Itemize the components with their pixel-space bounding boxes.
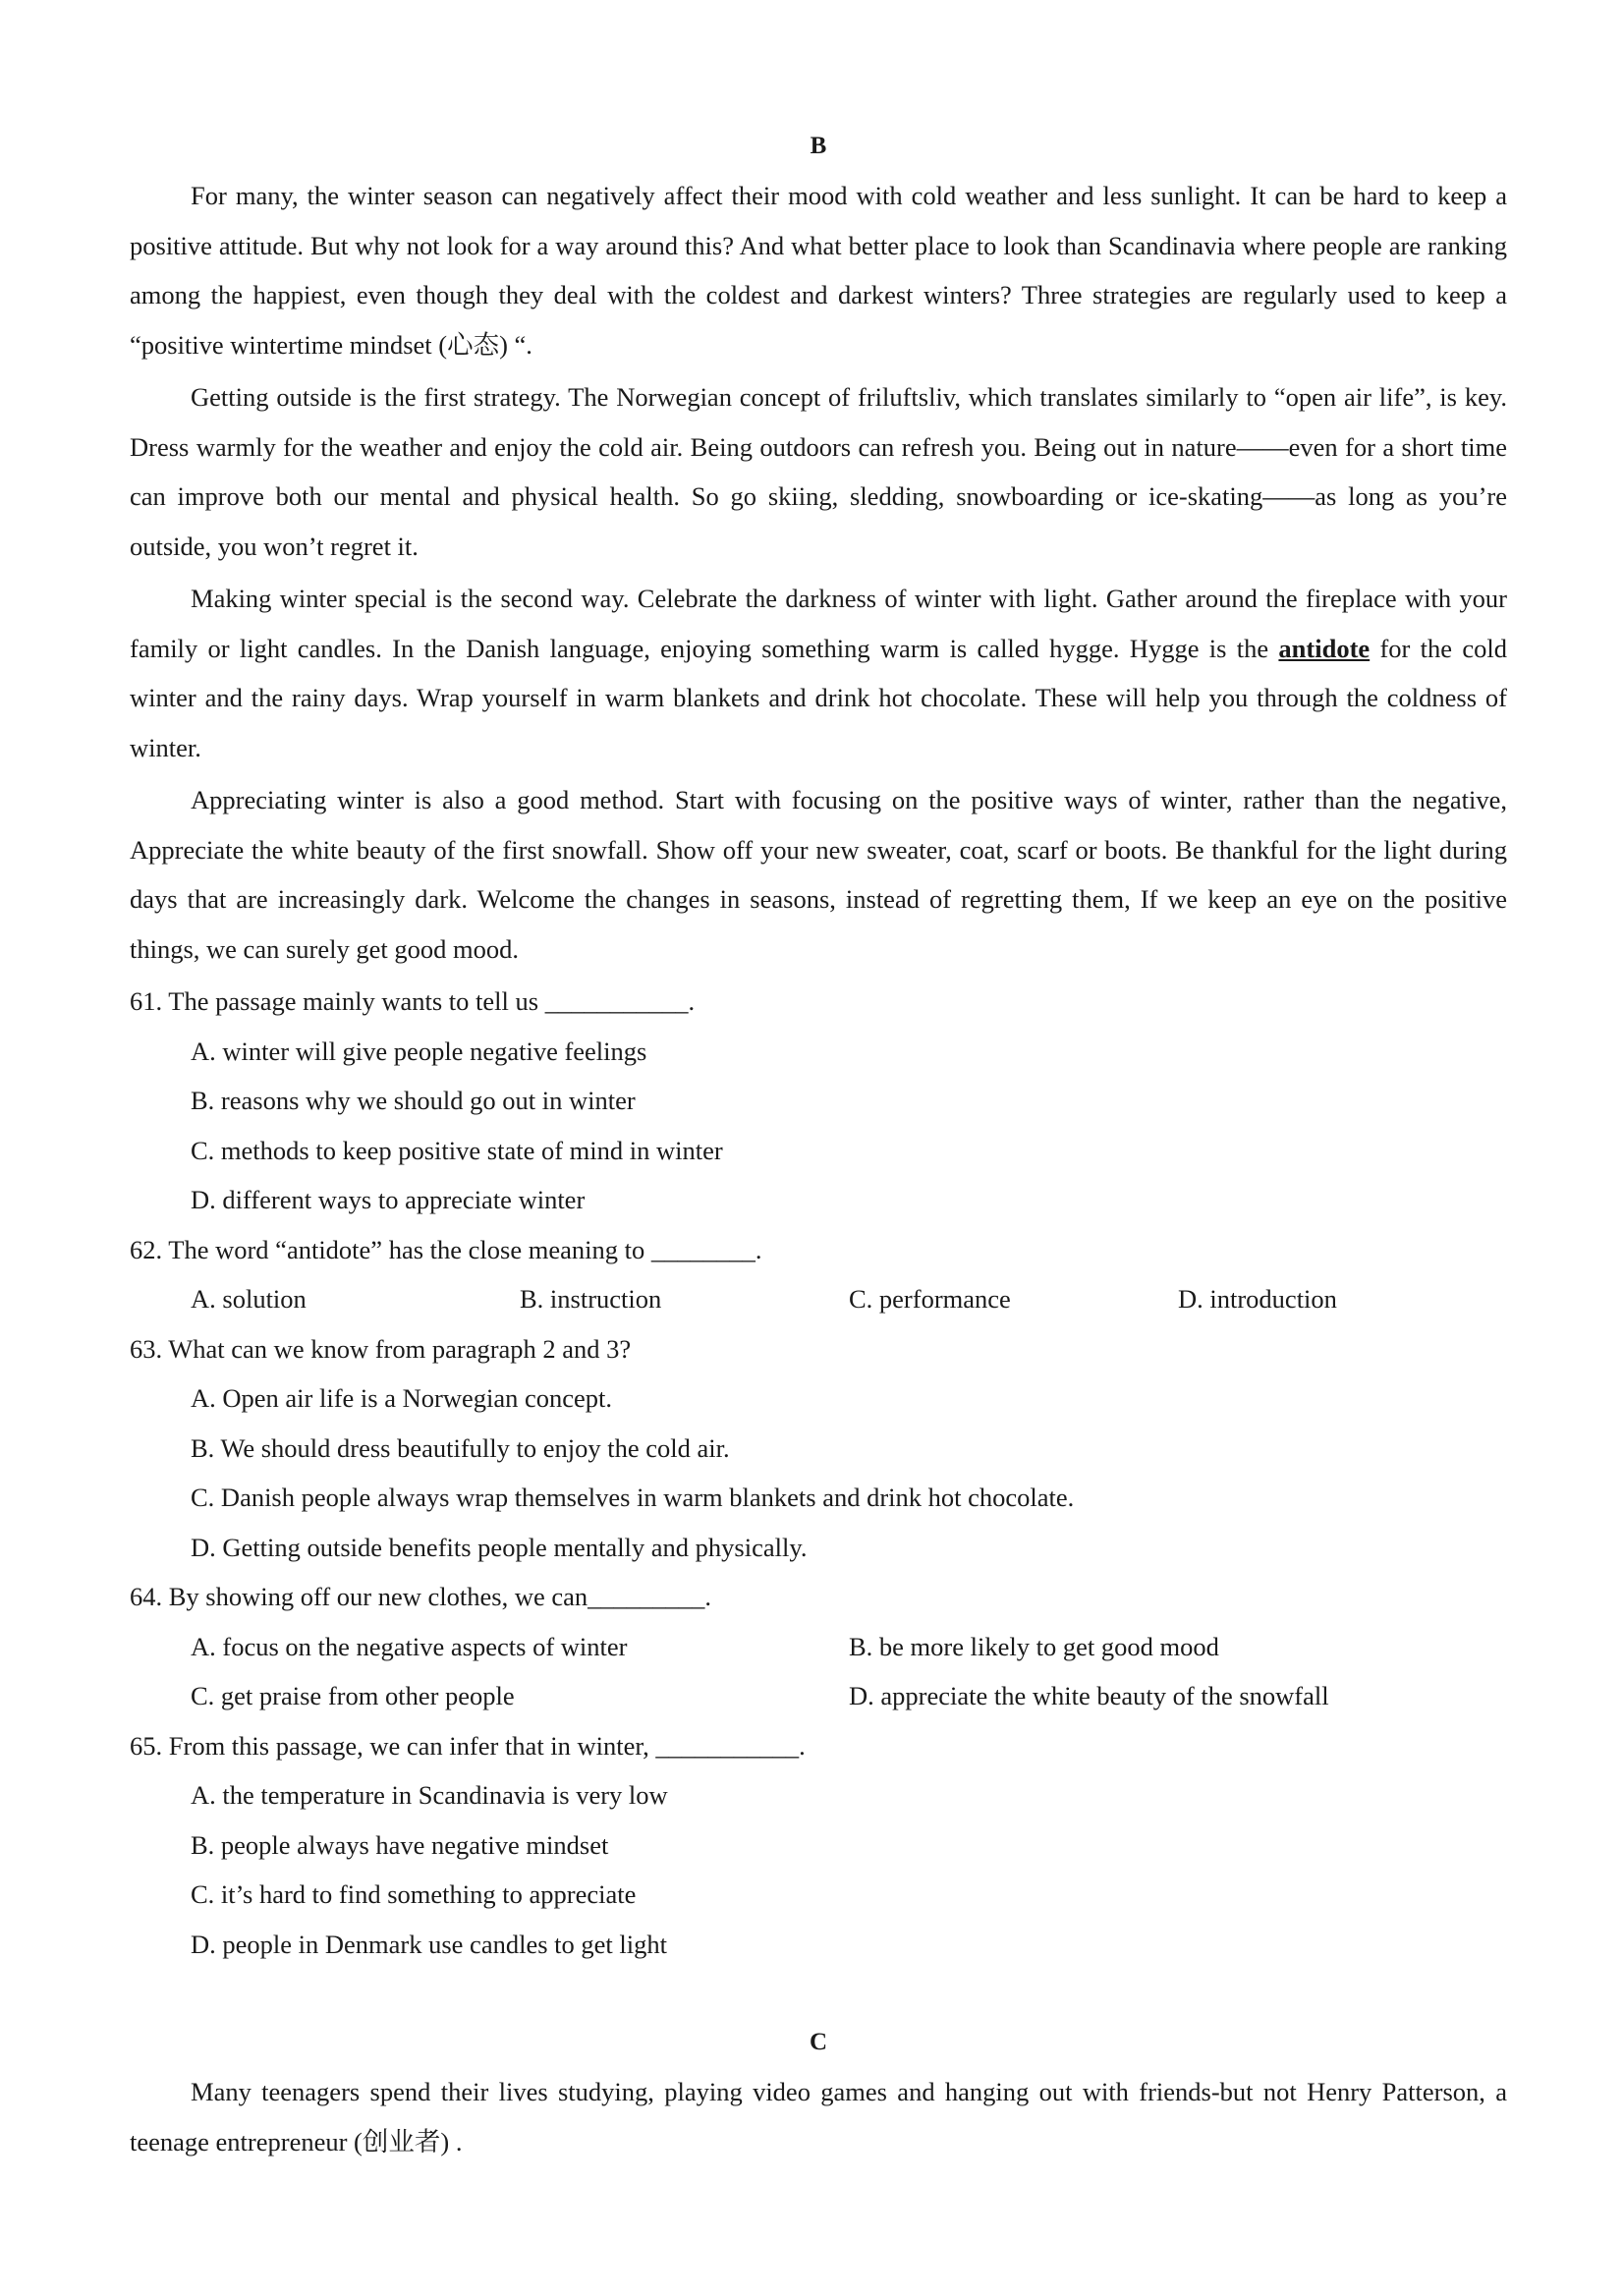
question-64: [130, 1572, 1507, 1721]
option-d: D. introduction: [1178, 1284, 1337, 1314]
passage-b-paragraph-4: Appreciating winter is also a good method. Start with focusing on the positive ways of winter, rather than the negative, Appreciate the white beauty of the first snowfall. Show off your new sweater, coat, scarf or boots. Be thankful for the light during days that are increasingly dark. Welcome the changes in seasons, instead of regretting them, If we keep an eye on the positive things, we can surely get good mood.: [130, 785, 1507, 964]
answer-options: [130, 1373, 1507, 1572]
option-c: C. performance: [849, 1284, 1011, 1314]
question-61: [130, 977, 1507, 1225]
question-stem: 61. The passage mainly wants to tell us ___________.: [130, 986, 696, 1016]
answer-options-row-2: [130, 1671, 1507, 1721]
option-d: D. people in Denmark use candles to get light: [191, 1929, 667, 1959]
option-c: C. Danish people always wrap themselves in warm blankets and drink hot chocolate.: [191, 1483, 1075, 1512]
answer-options: [130, 1770, 1507, 1969]
option-b: B. instruction: [520, 1284, 662, 1314]
option-b: B. We should dress beautifully to enjoy the cold air.: [191, 1432, 730, 1463]
passage-b-paragraph-3: [130, 574, 1507, 772]
passage-b-paragraph-1: For many, the winter season can negatively affect their mood with cold weather and less sunlight. It can be hard to keep a positive attitude. But why not look for a way around this? And what better place to look than Scandinavia where people are ranking among the happiest, even though they deal with the coldest and darkest winters? Three strategies are regularly used to keep a “positive wintertime mindset (心态) “.: [130, 181, 1507, 360]
section-c-title: C: [809, 2029, 828, 2055]
paragraph-3-text-after: for the cold winter and the rainy days. Wrap yourself in warm blankets and drink hot chocolate. These will help you through the coldness of winter.: [130, 633, 1507, 762]
option-a: A. focus on the negative aspects of winter: [191, 1631, 628, 1661]
question-stem: 64. By showing off our new clothes, we can_________.: [130, 1582, 711, 1611]
section-spacer: [130, 1969, 1507, 2018]
question-65: [130, 1721, 1507, 1970]
option-b: B. be more likely to get good mood: [849, 1631, 1219, 1661]
option-c: C. get praise from other people: [191, 1681, 515, 1710]
option-a: A. the temperature in Scandinavia is very low: [191, 1780, 668, 1810]
option-d: D. Getting outside benefits people mentally and physically.: [191, 1532, 808, 1562]
keyword-antidote: antidote: [1278, 633, 1371, 663]
option-d: D. appreciate the white beauty of the snowfall: [849, 1681, 1329, 1710]
option-a: A. Open air life is a Norwegian concept.: [191, 1383, 612, 1413]
question-stem: 63. What can we know from paragraph 2 and 3?: [130, 1333, 632, 1364]
paragraph-3-text-before: Making winter special is the second way. Celebrate the darkness of winter with light. Gather around the fireplace with your family or light candles. In the Danish language, enjoying something warm is called hygge. Hygge is the: [130, 584, 1507, 663]
option-b: B. people always have negative mindset: [191, 1829, 609, 1860]
section-b-title: B: [810, 133, 827, 159]
question-stem: 62. The word “antidote” has the close meaning to ________.: [130, 1234, 762, 1264]
passage-b-paragraph-2: Getting outside is the first strategy. The Norwegian concept of friluftsliv, which translates similarly to “open air life”, is key. Dress warmly for the weather and enjoy the cold air. Being outdoors can refresh you. Being out in nature——even for a short time can improve both our mental and physical health. So go skiing, sledding, snowboarding or ice-skating——as long as you’re outside, you won’t regret it.: [130, 382, 1507, 561]
option-c: C. it’s hard to find something to appreciate: [191, 1879, 637, 1909]
question-62: [130, 1225, 1507, 1324]
answer-options-row-1: [130, 1622, 1507, 1672]
answer-options: [130, 1027, 1507, 1225]
option-c: C. methods to keep positive state of mind in winter: [191, 1135, 723, 1165]
answer-options: [130, 1274, 1507, 1324]
option-a: A. winter will give people negative feelings: [191, 1036, 647, 1066]
option-a: A. solution: [191, 1284, 307, 1314]
document-page: [130, 122, 1507, 2169]
option-d: D. different ways to appreciate winter: [191, 1185, 586, 1214]
passage-c-paragraph-1: Many teenagers spend their lives studying, playing video games and hanging out with friends-but not Henry Patterson, a teenage entrepreneur (创业者) .: [130, 2077, 1507, 2156]
option-b: B. reasons why we should go out in winter: [191, 1086, 636, 1115]
question-63: [130, 1324, 1507, 1573]
question-stem: 65. From this passage, we can infer that in winter, ___________.: [130, 1730, 806, 1761]
